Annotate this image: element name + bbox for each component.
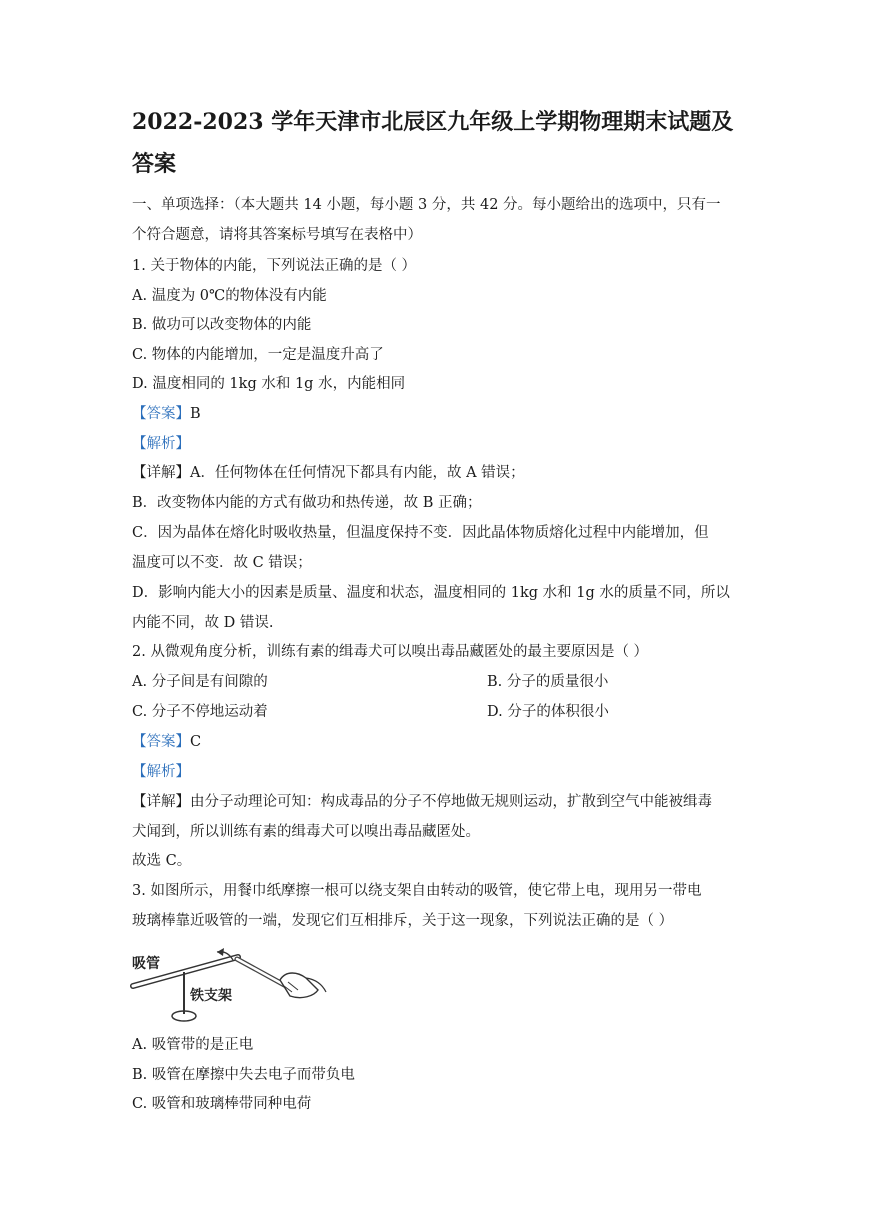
detail-line2: 犬闻到，所以训练有素的缉毒犬可以嗅出毒品藏匿处。	[132, 824, 480, 840]
detail-a-text: A．任何物体在任何情况下都具有内能，故 A 错误；	[190, 465, 525, 481]
straw-diagram	[130, 940, 330, 1030]
detail-tag: 【详解】	[132, 465, 190, 481]
detail-line1	[132, 792, 712, 812]
document-title-line1: 2022-2023 学年天津市北辰区九年级上学期物理期末试题及	[132, 109, 734, 135]
answer-tag: 【答案】	[132, 406, 190, 422]
option-c: C. 物体的内能增加，一定是温度升高了	[132, 347, 384, 363]
section-header-line1: 一、单项选择：（本大题共 14 小题，每小题 3 分，共 42 分。每小题给出的选项中，只有一	[132, 197, 721, 213]
option-a: A. 吸管带的是正电	[132, 1037, 254, 1053]
option-a: A. 分子间是有间隙的	[132, 674, 268, 690]
detail-d-line1: D．影响内能大小的因素是质量、温度和状态，温度相同的 1kg 水和 1g 水的质量不同，所以	[132, 585, 730, 601]
detail-d-line2: 内能不同，故 D 错误.	[132, 615, 274, 631]
answer-value: B	[190, 406, 201, 422]
option-c: C. 吸管和玻璃棒带同种电荷	[132, 1096, 312, 1112]
option-b: B. 分子的质量很小	[487, 674, 609, 690]
answer-line	[132, 732, 201, 752]
detail-b: B．改变物体内能的方式有做功和热传递，故 B 正确；	[132, 495, 482, 511]
detail-c-line1: C．因为晶体在熔化时吸收热量，但温度保持不变．因此晶体物质熔化过程中内能增加，但	[132, 525, 709, 541]
option-d: D. 分子的体积很小	[487, 704, 609, 720]
option-c: C. 分子不停地运动着	[132, 704, 268, 720]
detail-text: 由分子动理论可知：构成毒品的分子不停地做无规则运动，扩散到空气中能被缉毒	[190, 794, 712, 810]
conclusion: 故选 C。	[132, 853, 192, 869]
label-stand: 铁支架	[190, 988, 232, 1004]
label-straw: 吸管	[132, 956, 160, 972]
answer-tag: 【答案】	[132, 734, 190, 750]
question-stem-line1: 3. 如图所示，用餐巾纸摩擦一根可以绕支架自由转动的吸管，使它带上电，现用另一带电	[132, 883, 702, 899]
analysis-tag: 【解析】	[132, 436, 190, 452]
answer-line	[132, 404, 201, 424]
detail-a	[132, 463, 525, 483]
question-stem-line2: 玻璃棒靠近吸管的一端，发现它们互相排斥，关于这一现象，下列说法正确的是（ ）	[132, 913, 674, 929]
option-d: D. 温度相同的 1kg 水和 1g 水，内能相同	[132, 376, 406, 392]
detail-tag: 【详解】	[132, 794, 190, 810]
detail-c-line2: 温度可以不变．故 C 错误；	[132, 555, 312, 571]
hand	[280, 973, 318, 998]
document-title-line2: 答案	[132, 151, 177, 177]
question-stem: 1. 关于物体的内能，下列说法正确的是（ ）	[132, 258, 417, 274]
option-b: B. 做功可以改变物体的内能	[132, 317, 312, 333]
option-a: A. 温度为 0℃的物体没有内能	[132, 288, 327, 304]
option-b: B. 吸管在摩擦中失去电子而带负电	[132, 1067, 355, 1083]
section-header-line2: 个符合题意，请将其答案标号填写在表格中）	[132, 227, 422, 243]
question-stem: 2. 从微观角度分析，训练有素的缉毒犬可以嗅出毒品藏匿处的最主要原因是（ ）	[132, 644, 649, 660]
analysis-tag: 【解析】	[132, 764, 190, 780]
answer-value: C	[190, 734, 202, 750]
